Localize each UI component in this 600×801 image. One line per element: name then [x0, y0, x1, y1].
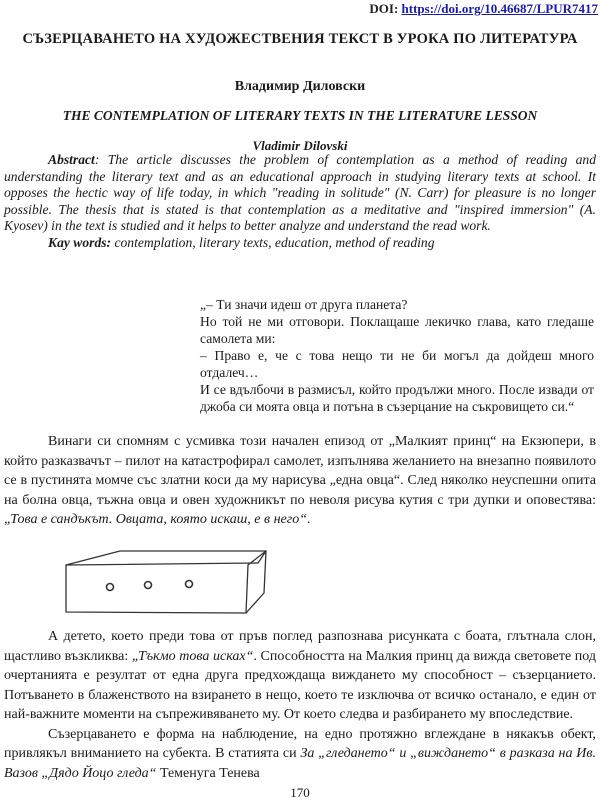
doi-link[interactable]: https://doi.org/10.46687/LPUR7417	[401, 1, 598, 16]
doi-header	[369, 1, 598, 17]
doi-label: DOI:	[369, 1, 399, 16]
epigraph-line: Но той не ми отговори. Поклащаше лекичко глава, като гледаше самолета ми:	[200, 314, 594, 346]
box-drawing-figure	[58, 545, 288, 623]
keywords-line	[4, 235, 596, 252]
body-paragraph	[4, 725, 596, 784]
abstract-paragraph	[4, 152, 596, 235]
body-section-1	[4, 432, 596, 530]
keywords-text: contemplation, literary texts, education, method of reading	[111, 234, 435, 250]
page-number: 170	[290, 785, 310, 800]
body-section-2	[4, 627, 596, 783]
italic-title: За „гледането“ и „виждането“ в разказа на Ив. Вазов „Дядо Йоцо гледа“	[4, 746, 596, 781]
epigraph-line: „– Ти значи идеш от друга планета?	[200, 297, 408, 312]
paragraph-text: Съзерцаването е форма на наблюдение, на едно протяжно вглеждане в някакъв обект, привлякъл вниманието на субекта. В статията си	[4, 726, 596, 761]
abstract-text: : The article discusses the problem of contemplation as a method of reading and understanding the literary text and as an educational approach in studying literary texts at school. It opposes the hectic way of life today, in which "reading in solitude" (N. Carr) for pleasure is no longer possible. The thesis that is stated is that contemplation as a meditative and "inspired immersion" (A. Kyosev) in the text is studied and it helps to better analyze and understand the read work.	[4, 152, 596, 233]
paragraph-text: А детето, което преди това от пръв поглед разпознава рисунката с боата, глътнала слон, щастливо възкликва:	[4, 629, 596, 664]
paragraph-end: .	[307, 512, 311, 527]
abstract-section	[4, 152, 596, 251]
paragraph-text: Теменуга Тенева	[156, 765, 260, 781]
epigraph-line: – Право е, че с това нещо ти не би могъл да дойдеш много отдалеч…	[200, 348, 594, 380]
body-paragraph	[4, 627, 596, 725]
epigraph-line: И се вдълбочи в размисъл, който продължи много. После извади от джоба си моята овца и потъна в съзерцание на съкровището си.“	[200, 382, 594, 414]
italic-quote: „Тъкмо това исках“	[131, 648, 254, 664]
paper-title-en: THE CONTEMPLATION OF LITERARY TEXTS IN THE LITERATURE LESSON	[62, 108, 538, 123]
paper-title-bg: СЪЗЕРЦАВАНЕТО НА ХУДОЖЕСТВЕНИЯ ТЕКСТ В УРОКА ПО ЛИТЕРАТУРА	[22, 31, 578, 47]
paragraph-text: . Способността на Малкия принц да вижда световете под очертанията е резултат от една друга предхождаща виждането му способност – съзерцанието. Потъването в блаженството на взирането в нещо, което те изключва от всичко останало, е един от най-важните моменти на съпреживяването му. От което следва и разбирането му впоследствие.	[4, 648, 597, 722]
body-paragraph	[4, 432, 596, 530]
author-name-bg: Владимир Диловски	[234, 79, 366, 94]
epigraph-quote	[200, 296, 594, 415]
paragraph-text: Винаги си спомням с усмивка този начален епизод от „Малкият принц“ на Екзюпери, в който разказвачът – пилот на катастрофирал самолет, изпълнява желанието на внезапно появилото се в пустинята момче със златни коси да му нарисува „една овца“. След няколко неуспешни опита на болна овца, тъжна овца и овен художникът по неволя рисува кутия с три дупки и оповестява:	[4, 434, 596, 508]
author-name-en: Vladimir Dilovski	[252, 138, 348, 153]
keywords-label: Kay words:	[48, 234, 112, 250]
abstract-label: Abstract	[48, 152, 95, 167]
italic-quote: „Това е сандъкът. Овцата, която искаш, е в него“	[4, 512, 308, 527]
